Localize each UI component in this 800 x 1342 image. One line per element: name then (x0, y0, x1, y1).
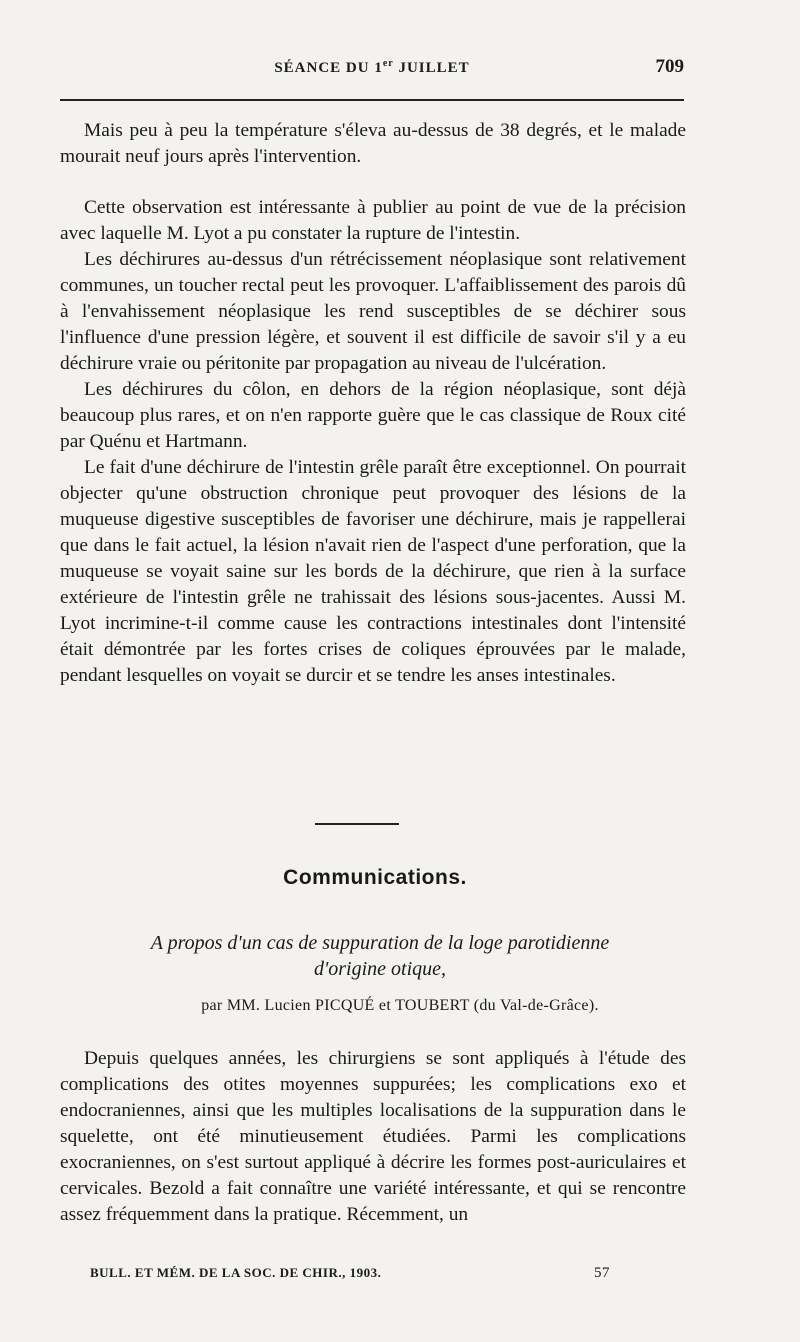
page-footer (90, 1265, 610, 1281)
header-rule (60, 99, 684, 101)
paragraph: Les déchirures du côlon, en dehors de la région néoplasique, sont déjà beaucoup plus rares, et on n'en rapporte guère que le cas classique de Roux cité par Quénu et Hartmann. (60, 379, 686, 452)
article-title (80, 930, 680, 982)
article-body (60, 1046, 686, 1228)
paragraph: Cette observation est intéressante à publier au point de vue de la précision avec laquelle M. Lyot a pu constater la rupture de l'intestin. (60, 197, 686, 244)
article-title-line: d'origine otique, (313, 958, 447, 980)
paragraph-block (60, 195, 686, 689)
signature-mark: 57 (594, 1265, 610, 1281)
journal-reference: BULL. ET MÉM. DE LA SOC. DE CHIR., 1903. (90, 1265, 382, 1280)
header-title-main: SÉANCE DU 1 (274, 60, 383, 76)
paragraph: Depuis quelques années, les chirurgiens se sont appliqués à l'étude des complications des otites moyennes suppurées; les complications exo et endocraniennes, ainsi que les multiples localisations de la suppuration dans le squelette, ont été minutieusement étudiées. Parmi les complications exocraniennes, on s'est surtout appliqué à décrire les formes post-auriculaires et cervicales. Bezold a fait connaître une variété intéressante, et qui se rencontre assez fréquemment dans la pratique. Récemment, un (60, 1048, 686, 1225)
paragraph: Le fait d'une déchirure de l'intestin grêle paraît être exceptionnel. On pourrait objecter qu'une obstruction chronique peut provoquer des lésions de la muqueuse digestive susceptibles de favoriser une déchirure, mais je rappellerai que dans le fait actuel, la lésion n'avait rien de l'aspect d'une perforation, que la muqueuse se voyait saine sur les bords de la déchirure, que rien à la surface extérieure de l'intestin grêle ne trahissait des lésions sous-jacentes. Aussi M. Lyot incrimine-t-il comme cause les contractions intestinales dont l'intensité était démontrée par les fortes crises de coliques éprouvées par le malade, pendant lesquelles on voyait se durcir et se tendre les anses intestinales. (60, 457, 686, 686)
paragraph: Mais peu à peu la température s'éleva au-dessus de 38 degrés, et le malade mourait neuf jours après l'intervention. (60, 120, 686, 167)
section-title: Communications. (283, 866, 467, 889)
header-title-sup: er (382, 58, 394, 69)
section-separator (315, 823, 399, 825)
running-header (60, 58, 684, 86)
paragraph: Les déchirures au-dessus d'un rétrécissement néoplasique sont relativement communes, un toucher rectal peut les provoquer. L'affaiblissement des parois dû à l'envahissement néoplasique les rend susceptibles de se déchirer sous l'influence d'une pression légère, et souvent il est difficile de savoir s'il y a eu déchirure vraie ou péritonite par propagation au niveau de l'ulcération. (60, 249, 686, 374)
article-title-line: A propos d'un cas de suppuration de la loge parotidienne (150, 932, 610, 954)
paragraph-block (60, 118, 686, 170)
page-number: 709 (655, 56, 684, 77)
header-title-month: JUILLET (393, 60, 470, 76)
header-title (60, 58, 684, 77)
article-authors: par MM. Lucien PICQUÉ et TOUBERT (du Val-de-Grâce). (201, 997, 599, 1014)
